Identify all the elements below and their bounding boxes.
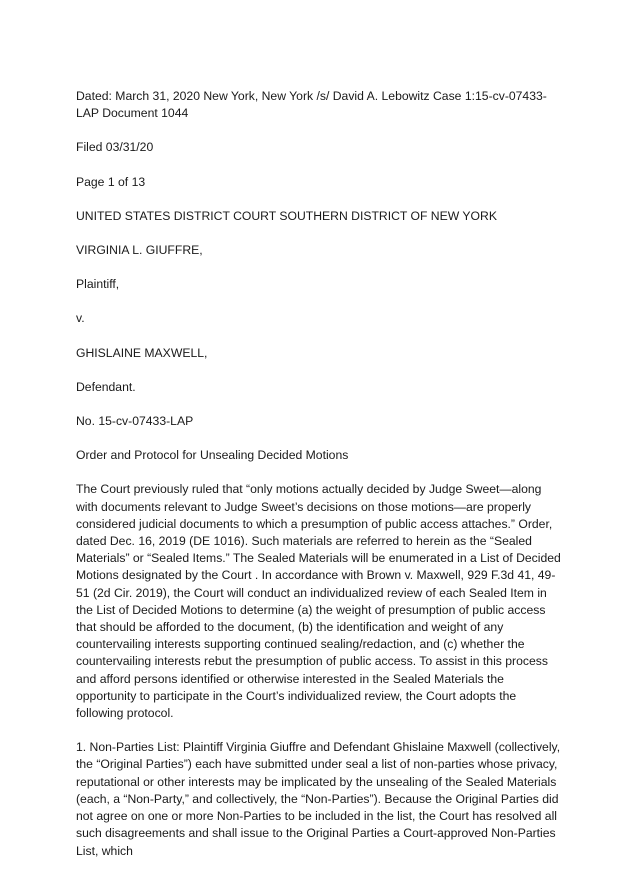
plaintiff-role: Plaintiff,	[76, 277, 120, 292]
paragraph-non-parties-list: 1. Non-Parties List: Plaintiff Virginia Giuffre and Defendant Ghislaine Maxwell (collectively, the “Original Parties”) each have submitted under seal a list of non-parties whose privacy, reputational or other interests may be implicated by the unsealing of the Sealed Materials (each, a “Non-Party,” and collectively, the “Non-Parties”). Because the Original Parties did not agree on one or more Non-Parties to be included in the list, the Court has resolved all such disagreements and shall issue to the Original Parties a Court-approved Non-Parties List, which	[76, 740, 561, 858]
court-name: UNITED STATES DISTRICT COURT SOUTHERN DISTRICT OF NEW YORK	[76, 208, 497, 223]
versus: v.	[76, 311, 85, 326]
filed-date: Filed 03/31/20	[76, 140, 154, 155]
document-title: Order and Protocol for Unsealing Decided Motions	[76, 448, 349, 463]
header-line: Dated: March 31, 2020 New York, New York /s/ David A. Lebowitz Case 1:15-cv-07433-LAP Document 1044	[76, 89, 547, 121]
defendant-role: Defendant.	[76, 379, 136, 394]
intro-paragraph: The Court previously ruled that “only motions actually decided by Judge Sweet—along with documents relevant to Judge Sweet’s decisions on those motions—are properly considered judicial documents to which a presumption of public access attaches.” Order, dated Dec. 16, 2019 (DE 1016). Such materials are referred to herein as the “Sealed Materials” or “Sealed Items.” The Sealed Materials will be enumerated in a List of Decided Motions designated by the Court . In accordance with Brown v. Maxwell, 929 F.3d 41, 49-51 (2d Cir. 2019), the Court will conduct an individualized review of each Sealed Item in the List of Decided Motions to determine (a) the weight of presumption of public access that should be afforded to the document, (b) the identification and weight of any countervailing interests supporting continued sealing/redaction, and (c) whether the countervailing interests rebut the presumption of public access. To assist in this process and afford persons identified or otherwise interested in the Sealed Materials the opportunity to participate in the Court’s individualized review, the Court adopts the following protocol.	[76, 482, 561, 721]
plaintiff-name: VIRGINIA L. GIUFFRE,	[76, 243, 203, 258]
case-number: No. 15-cv-07433-LAP	[76, 414, 194, 429]
page-number: Page 1 of 13	[76, 174, 146, 189]
defendant-name: GHISLAINE MAXWELL,	[76, 345, 208, 360]
document-body	[76, 88, 566, 877]
